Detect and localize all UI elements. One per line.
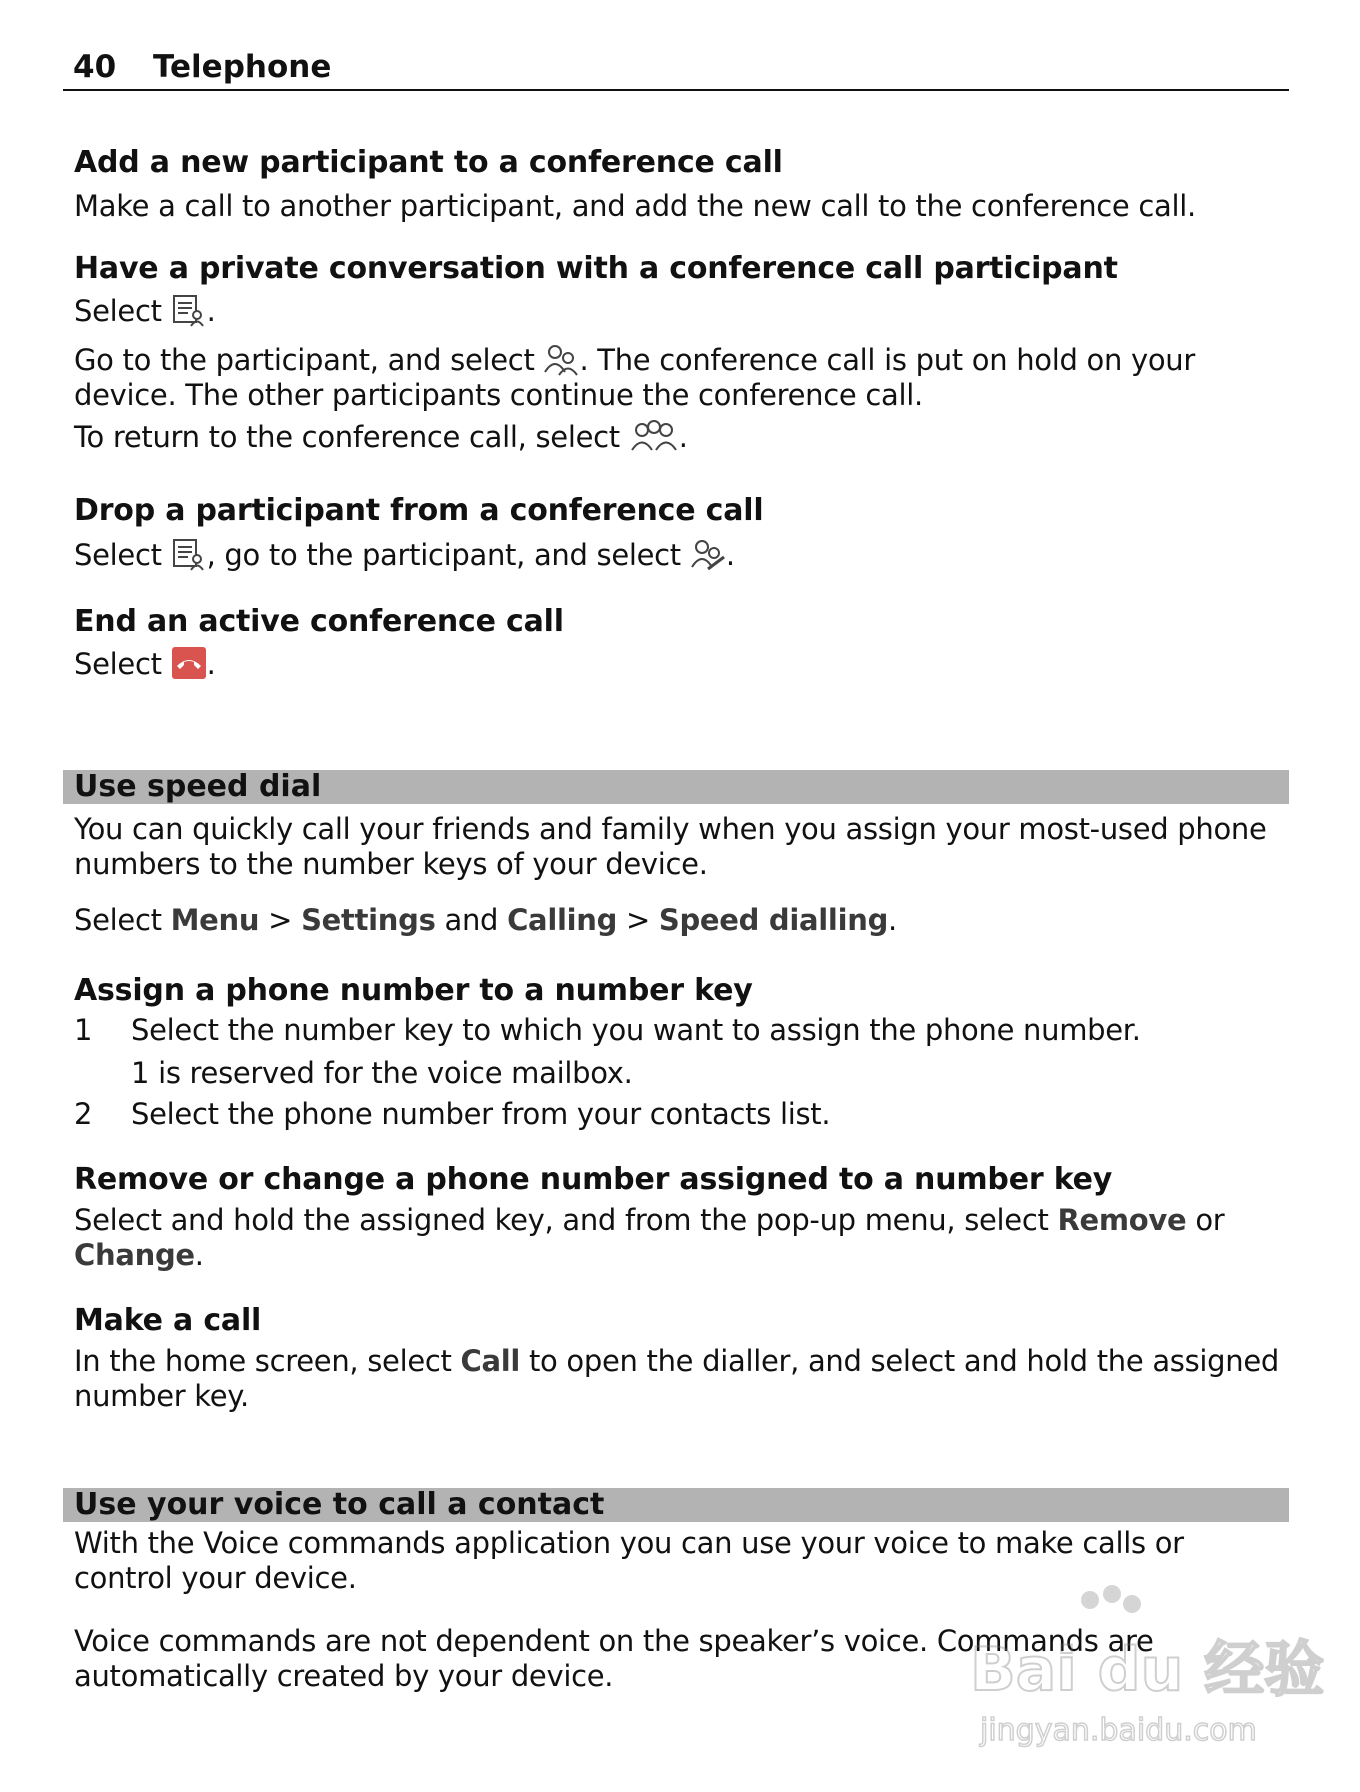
menu-link: Menu (170, 903, 260, 937)
section-private-conversation (74, 251, 1284, 455)
speed-dialling-link: Speed dialling (658, 903, 889, 937)
speed-dial-path: Select Menu > Settings and Calling > Speed dialling. (74, 903, 897, 937)
call-option: Call (460, 1344, 521, 1378)
end-call-icon (171, 646, 207, 680)
section-band-speed-dial: Use speed dial (63, 770, 1289, 804)
section-assign-key (74, 973, 1284, 1132)
chapter-title: Telephone (153, 49, 332, 85)
step-note: 1 is reserved for the voice mailbox. (131, 1056, 633, 1090)
make-call-instruction: In the home screen, select Call to open the dialler, and select and hold the assigned number key. (74, 1344, 1280, 1413)
change-option: Change (74, 1238, 195, 1272)
participant-list-icon (171, 293, 207, 327)
remove-option: Remove (1057, 1203, 1187, 1237)
return-instruction: To return to the conference call, select . (74, 420, 688, 454)
voice-body: With the Voice commands application you can use your voice to make calls or control your device. Voice commands are not dependent on the speaker’s voice. Commands are automatically created by your device. (74, 1526, 1184, 1693)
section-body: Make a call to another participant, and add the new call to the conference call. (74, 189, 1196, 223)
section-add-participant (74, 145, 1284, 224)
private-instruction: Go to the participant, and select . The conference call is put on hold on your device. The other participants continue the conference call. (74, 343, 1195, 412)
calling-link: Calling (507, 903, 618, 937)
steps-list (74, 1013, 1284, 1132)
section-title: Add a new participant to a conference call (74, 145, 783, 180)
section-title: Have a private conversation with a conference call participant (74, 251, 1118, 286)
section-band-voice: Use your voice to call a contact (63, 1488, 1289, 1522)
section-drop-participant (74, 493, 1284, 573)
participant-list-icon (171, 537, 207, 571)
section-make-call (74, 1303, 1284, 1414)
select-list-line: Select . (74, 294, 216, 328)
end-instruction: Select . (74, 647, 216, 681)
section-title: Remove or change a phone number assigned to a number key (74, 1162, 1113, 1197)
step-item: 2 Select the phone number from your contacts list. (74, 1097, 831, 1131)
speed-dial-intro: You can quickly call your friends and family when you assign your most-used phone numbers to the number keys of your device. Select Menu > Settings and Calling > Speed dialling. (74, 812, 1284, 938)
section-title: End an active conference call (74, 604, 564, 639)
remove-instruction: Select and hold the assigned key, and from the pop-up menu, select Remove or Change. (74, 1203, 1225, 1272)
watermark-url: jingyan.baidu.com (980, 1713, 1257, 1748)
watermark-brand: Bai du 经验 (970, 1635, 1325, 1705)
section-end-conference (74, 604, 1284, 682)
step-item: 1 Select the number key to which you want to assign the phone number. 1 is reserved for the voice mailbox. (74, 1013, 1284, 1091)
settings-link: Settings (301, 903, 436, 937)
conference-call-icon (629, 419, 679, 453)
page-header (63, 45, 1289, 91)
drop-instruction: Select , go to the participant, and select . (74, 538, 735, 572)
section-title: Make a call (74, 1303, 262, 1338)
private-call-icon (543, 342, 579, 376)
section-title: Assign a phone number to a number key (74, 973, 753, 1008)
page-number: 40 (73, 49, 117, 85)
baidu-watermark (960, 1580, 1325, 1760)
section-remove-change (74, 1162, 1284, 1273)
section-title: Drop a participant from a conference call (74, 493, 764, 528)
drop-participant-icon (690, 537, 726, 571)
